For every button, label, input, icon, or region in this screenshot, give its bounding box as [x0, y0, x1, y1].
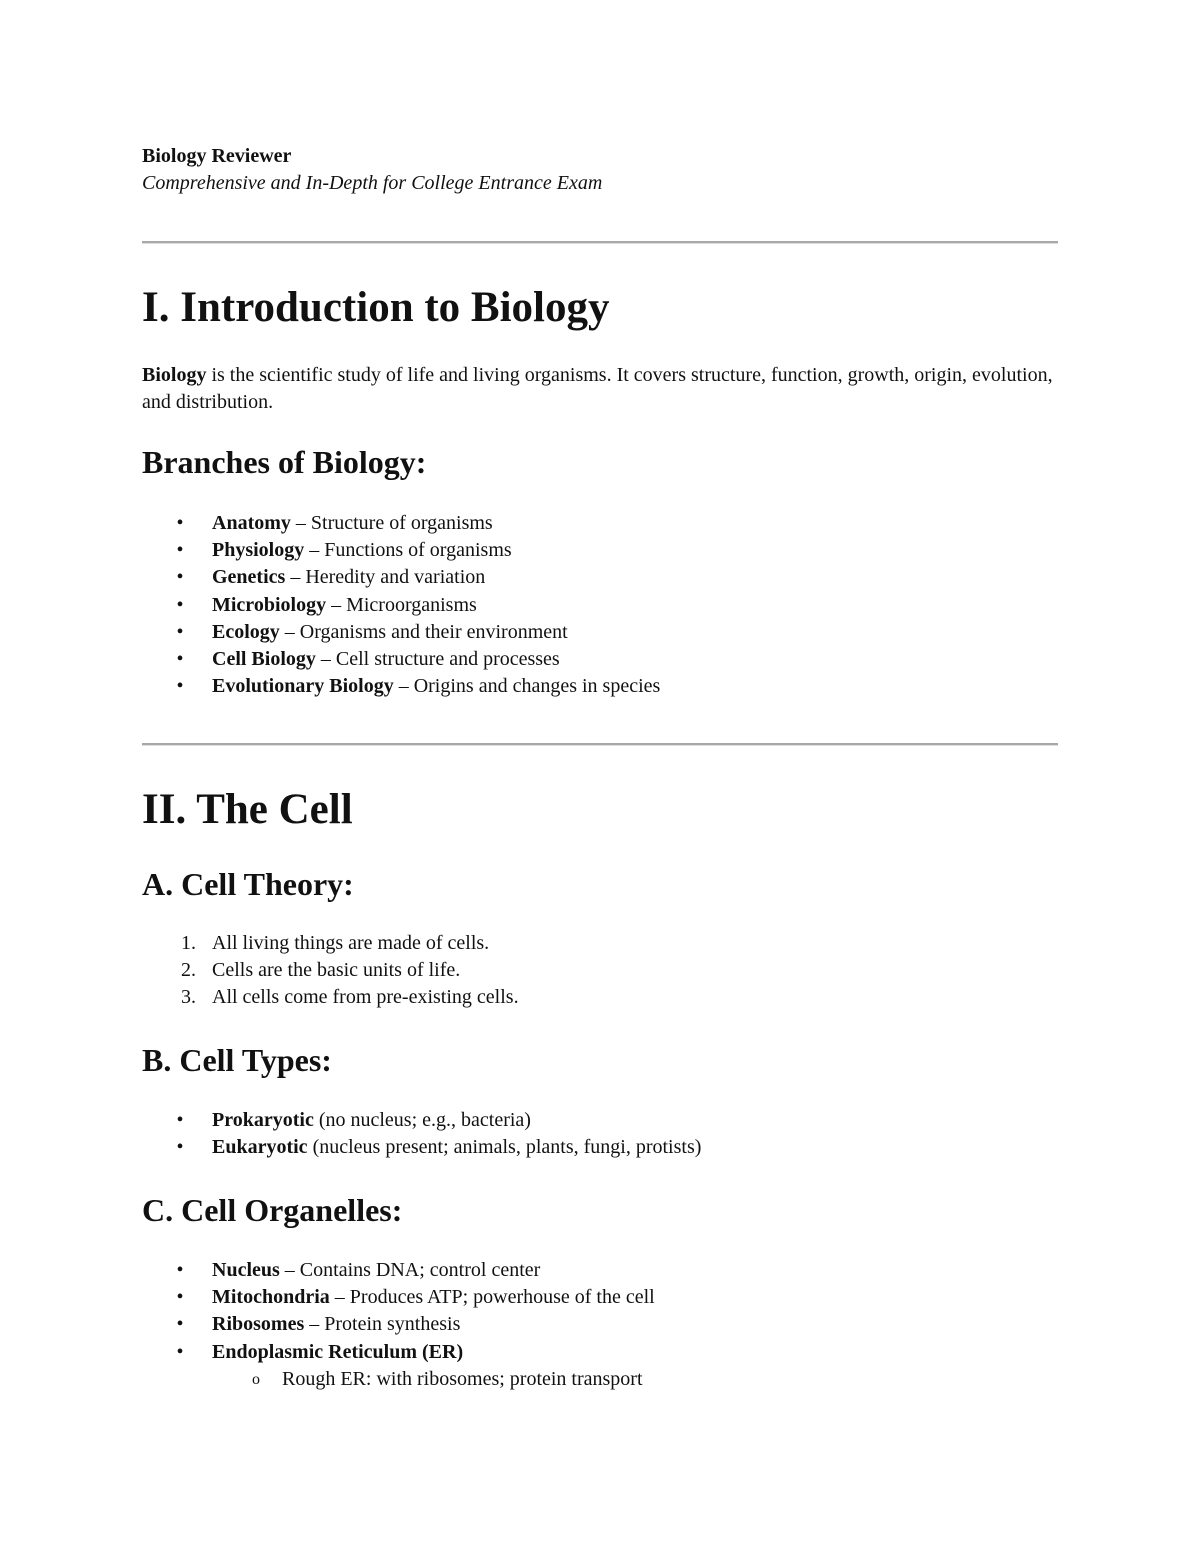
list-number: 2.: [181, 959, 196, 982]
branches-heading: Branches of Biology:: [142, 444, 427, 480]
biology-term: Biology: [142, 364, 207, 386]
bullet-icon: •: [176, 593, 184, 616]
bullet-icon: •: [176, 566, 184, 589]
branch-term: Cell Biology: [212, 648, 316, 671]
branches-list: [142, 510, 660, 700]
list-item: [142, 1257, 655, 1284]
branch-desc: – Microorganisms: [326, 593, 477, 616]
er-sublist: [212, 1366, 655, 1393]
bullet-icon: •: [176, 1109, 184, 1131]
list-number: 1.: [181, 932, 196, 954]
bullet-icon: •: [176, 1136, 184, 1159]
list-item: [142, 1134, 701, 1161]
list-item: [142, 537, 660, 564]
list-item: [142, 930, 519, 957]
branch-term: Ecology: [212, 620, 280, 643]
horizontal-rule: [142, 743, 1058, 746]
list-item: [142, 564, 660, 591]
bullet-icon: •: [176, 1340, 184, 1363]
list-item: [142, 673, 660, 700]
cell-type-term: Prokaryotic: [212, 1109, 314, 1131]
branch-desc: – Origins and changes in species: [393, 675, 661, 698]
cell-type-desc: (no nucleus; e.g., bacteria): [313, 1109, 531, 1131]
section-heading-introduction: I. Introduction to Biology: [142, 284, 610, 331]
cell-theory-text: Cells are the basic units of life.: [212, 959, 461, 982]
list-item: [142, 1311, 655, 1338]
organelle-term: Nucleus: [212, 1259, 280, 1281]
bullet-icon: •: [176, 1286, 184, 1309]
branch-term: Physiology: [212, 539, 305, 562]
organelles-list: [142, 1257, 655, 1393]
sub-list-item: [142, 1366, 655, 1393]
bullet-icon: •: [176, 648, 184, 671]
er-subitem-text: Rough ER: with ribosomes; protein transport: [282, 1367, 643, 1390]
list-item: [142, 1339, 655, 1393]
cell-types-heading: B. Cell Types:: [142, 1042, 332, 1078]
branch-desc: – Cell structure and processes: [315, 648, 560, 671]
organelle-term: Endoplasmic Reticulum (ER): [212, 1340, 464, 1363]
cell-type-term: Eukaryotic: [212, 1136, 308, 1159]
bullet-icon: •: [176, 675, 184, 698]
cell-theory-text: All living things are made of cells.: [212, 932, 490, 954]
list-item: [142, 510, 660, 537]
circle-bullet-icon: o: [252, 1370, 260, 1388]
cell-theory-list: [142, 930, 519, 1012]
branch-desc: – Structure of organisms: [290, 512, 493, 534]
document-title: Biology Reviewer: [142, 145, 292, 167]
list-item: [142, 592, 660, 619]
bullet-icon: •: [176, 539, 184, 562]
organelle-desc: – Protein synthesis: [304, 1313, 461, 1336]
branch-term: Anatomy: [212, 512, 291, 534]
list-item: [142, 984, 519, 1011]
cell-theory-text: All cells come from pre-existing cells.: [212, 986, 519, 1009]
list-number: 3.: [181, 986, 196, 1009]
branch-desc: – Organisms and their environment: [279, 620, 568, 643]
cell-theory-heading: A. Cell Theory:: [142, 866, 354, 902]
branch-term: Evolutionary Biology: [212, 675, 394, 698]
cell-types-list: [142, 1107, 701, 1161]
organelle-term: Mitochondria: [212, 1286, 330, 1309]
list-item: [142, 957, 519, 984]
document-subtitle: Comprehensive and In-Depth for College Entrance Exam: [142, 172, 603, 194]
biology-definition-text: is the scientific study of life and living organisms. It covers structure, function, growth, origin, evolution, and distribution.: [142, 364, 1053, 413]
horizontal-rule: [142, 241, 1058, 244]
bullet-icon: •: [176, 512, 184, 534]
bullet-icon: •: [176, 620, 184, 643]
organelle-term: Ribosomes: [212, 1313, 305, 1336]
organelle-desc: – Produces ATP; powerhouse of the cell: [329, 1286, 655, 1309]
section-heading-the-cell: II. The Cell: [142, 786, 353, 833]
list-item: [142, 619, 660, 646]
organelles-heading: C. Cell Organelles:: [142, 1192, 403, 1228]
branch-term: Microbiology: [212, 593, 327, 616]
cell-type-desc: (nucleus present; animals, plants, fungi, protists): [307, 1136, 702, 1159]
list-item: [142, 1107, 701, 1134]
branch-term: Genetics: [212, 566, 286, 589]
organelle-desc: – Contains DNA; control center: [279, 1259, 541, 1281]
branch-desc: – Heredity and variation: [285, 566, 486, 589]
bullet-icon: •: [176, 1313, 184, 1336]
bullet-icon: •: [176, 1259, 184, 1281]
biology-definition-paragraph: [142, 362, 1058, 416]
list-item: [142, 646, 660, 673]
branch-desc: – Functions of organisms: [304, 539, 512, 562]
list-item: [142, 1284, 655, 1311]
